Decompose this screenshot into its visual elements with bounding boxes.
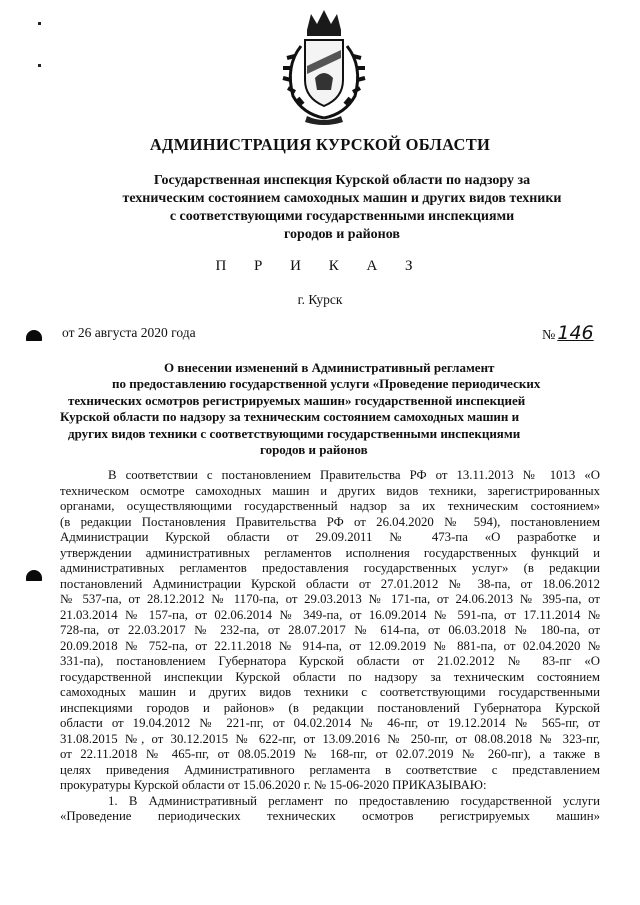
document-type: П Р И К А З (215, 258, 425, 274)
inspection-name (82, 172, 602, 244)
body-line: утверждении административных регламентов исполнения государственных функций и (60, 545, 600, 560)
title-line: О внесении изменений в Административный регламент (164, 360, 495, 375)
body-line: 31.08.2015 №, от 30.12.2015 № 622-пг, от 13.09.2016 № 250-пг, от 08.08.2018 № 323-пг, (60, 731, 600, 746)
body-line: от 22.11.2018 № 465-пг, от 08.05.2019 № 168-пг, от 02.07.2019 № 260-пг), а также в (60, 747, 600, 761)
body-line: «Проведение периодических технических осмотров регистрируемых машин» (60, 809, 600, 823)
order-title (60, 360, 600, 458)
body-line: целях приведения Административного регламента в соответствие с представлением (60, 762, 600, 777)
handwritten-number: 146 (557, 322, 594, 344)
inspection-line: городов и районов (284, 227, 400, 242)
body-line: 728-па, от 22.03.2017 № 232-па, от 28.07.2017 № 614-па, от 06.03.2018 № 180-па, от (60, 623, 600, 637)
punch-hole-mark (26, 570, 42, 581)
title-line: других видов техники с соответствующими государственными инспекциями (68, 425, 521, 441)
body-line: 20.09.2018 № 752-па, от 22.11.2018 № 914-па, от 12.09.2019 № 881-па, от 02.04.2020 № (60, 638, 600, 653)
coat-of-arms-emblem (277, 6, 371, 126)
body-line: прокуратуры Курской области от 15.06.2020 г. № 15-06-2020 ПРИКАЗЫВАЮ: (60, 778, 487, 792)
body-line: инспекциями городов и районов» (в редакции постановлений Губернатора Курской (60, 700, 600, 715)
body-line: Администрации Курской области от 29.09.2011 № 473-па «О разработке и (60, 530, 600, 544)
inspection-line: Государственная инспекция Курской области по надзору за (153, 173, 531, 188)
body-line: 331-па), постановлением Губернатора Курской области от 21.02.2012 № 83-пг «О (60, 654, 600, 668)
punch-hole-mark (26, 330, 42, 341)
body-line: самоходных машин и других видов техники с соответствующими государственными (60, 685, 600, 699)
scan-speck (38, 64, 41, 67)
order-number (542, 322, 594, 344)
title-line: технических осмотров регистрируемых машин» государственной инспекцией (68, 392, 526, 408)
scan-speck (38, 22, 41, 25)
title-line: Курской области по надзору за техническим состоянием самоходных машин и (60, 409, 520, 425)
order-body (60, 468, 600, 825)
body-line: (в редакции Постановления Правительства РФ от 26.04.2020 № 594), постановлением (60, 514, 600, 529)
order-date: от 26 августа 2020 года (62, 325, 196, 340)
body-line: постановлений Администрации Курской области от 27.01.2012 № 38-па, от 18.06.2012 (60, 576, 600, 591)
inspection-line: техническим состоянием самоходных машин и других видов техники (122, 191, 562, 206)
body-line: административных регламентов предоставления государственных услуг» (в редакции (60, 561, 600, 575)
body-line: органами, осуществляющими государственный надзор за их техническим состоянием» (60, 499, 600, 513)
body-line: техническом осмотре самоходных машин и других видов техники, зарегистрированных (60, 483, 600, 498)
administration-heading: АДМИНИСТРАЦИЯ КУРСКОЙ ОБЛАСТИ (149, 135, 491, 154)
body-line: № 537-па, от 28.12.2012 № 1170-па, от 29.03.2013 № 171-па, от 24.06.2013 № 395-па, от (60, 592, 600, 606)
body-line: области от 19.04.2012 № 221-пг, от 04.02.2014 № 46-пг, от 19.12.2014 № 565-пг, от (60, 716, 600, 730)
title-line: по предоставлению государственной услуги «Проведение периодических (112, 376, 541, 392)
number-sign: № (542, 328, 556, 343)
body-line: государственной инспекции Курской области по надзору за техническим состоянием (60, 669, 600, 684)
title-line: городов и районов (260, 442, 368, 458)
body-line: В соответствии с постановлением Правительства РФ от 13.11.2013 № 1013 «О (108, 468, 600, 482)
body-line: 1. В Административный регламент по предоставлению государственной услуги (108, 793, 600, 808)
city: г. Курск (297, 292, 343, 307)
inspection-line: с соответствующими государственными инспекциями (169, 209, 515, 224)
body-line: 21.03.2014 № 157-па, от 02.06.2014 № 349-па, от 16.09.2014 № 591-па, от 17.11.2014 № (60, 607, 600, 622)
